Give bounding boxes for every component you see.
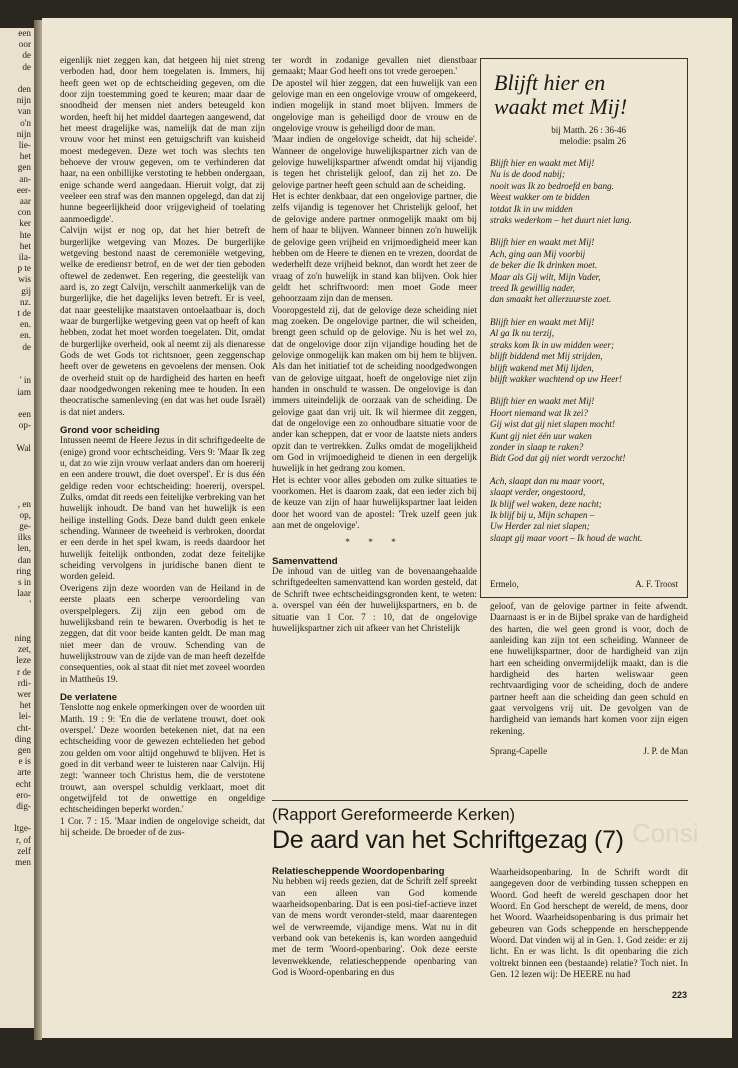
prev-page-fragment: oor — [18, 39, 31, 50]
paragraph: 1 Cor. 7 : 15. 'Maar indien de ongelovige scheidt, dat hij scheide. De broeder of de zus- — [60, 816, 265, 839]
poem-line: Blijft hier en waakt met Mij! — [490, 237, 595, 248]
prev-page-fragment: gij — [21, 285, 31, 296]
prev-page-fragment — [0, 353, 34, 364]
poem-title-line: waakt met Mij! — [494, 94, 628, 119]
poem-melody: melodie: psalm 26 — [559, 136, 626, 146]
poem-line: Maar als Gij wilt, Mijn Vader, — [490, 271, 601, 282]
paragraph: Intussen neemt de Heere Jezus in dit schriftgedeelte de (enige) grond voor echtscheiding. Vers 9: 'Maar Ik zeg u, dat zo wie zijn vrouw verlaat anders dan om hoererij en een andere trouwt, die doet overspel'. Er is dus één geldige reden voor echtscheiding: hoererij, overspel. Zulks, omdat dit reeds een feitelijke verbreking van het huwelijk inhoudt. De band van het huwelijk is een heilige instelling Gods. Deze band duldt geen enkele schending. Wanneer de tweeheid is verbroken, doordat er een derde in het spel kwam, is reeds daardoor het huwelijk feitelijk ontbonden, zodat deze feitelijke scheiding vervolgens in juridische banen dient te worden geleid. — [60, 436, 265, 583]
poem-line: Ik blijf bij u, Mijn schapen – — [490, 509, 595, 520]
poem-title — [494, 71, 678, 119]
prev-page-fragment: arte — [17, 767, 31, 778]
prev-page-fragment: lie- — [18, 140, 31, 151]
prev-page-fragment: een — [18, 408, 31, 419]
poem-stanza — [490, 476, 678, 544]
poem-reference: bij Matth. 26 : 36-46 — [551, 125, 626, 135]
prev-page-fragment: an- — [19, 173, 31, 184]
horizontal-rule — [272, 800, 688, 801]
poem-line: Al ga Ik nu terzij, — [490, 328, 555, 339]
poem-line: slaapt verder, ongestoord, — [490, 487, 586, 498]
prev-page-fragment: het — [19, 240, 31, 251]
section-heading: Samenvattend — [272, 555, 338, 567]
prev-page-fragment: nijn — [16, 95, 31, 106]
prev-page-fragment: ning — [14, 632, 31, 643]
prev-page-fragment: ila- — [18, 252, 31, 263]
prev-page-fragment: en. — [20, 319, 31, 330]
book-gutter — [34, 20, 42, 1040]
article-headline: De aard van het Schriftgezag (7) — [272, 826, 624, 854]
poem-stanza — [490, 396, 678, 464]
bleed-through-text: Consi — [632, 818, 699, 848]
prev-page-fragment: van — [17, 106, 31, 117]
section-separator: * * * — [345, 538, 404, 549]
magazine-page — [42, 18, 732, 1038]
prev-page-fragment: cht- — [16, 722, 31, 733]
prev-page-fragment — [0, 398, 34, 409]
prev-page-fragment: , en — [17, 498, 31, 509]
prev-page-fragment: t de — [17, 308, 31, 319]
prev-page-fragment: laar — [17, 588, 31, 599]
prev-page-fragment: ' in — [19, 375, 31, 386]
prev-page-fragment: eer- — [16, 184, 31, 195]
prev-page-fragment: p te — [17, 263, 31, 274]
prev-page-fragment: de — [22, 50, 31, 61]
paragraph: ter wordt in zodanige gevallen niet dienstbaar gemaakt; Maar God heeft ons tot vrede geroepen.' — [272, 56, 477, 78]
prev-page-fragment — [0, 465, 34, 476]
prev-page-fragment: e is — [18, 756, 31, 767]
column-1 — [60, 56, 265, 839]
section-heading: Grond voor scheiding — [60, 425, 160, 436]
prev-page-fragment: hte — [19, 229, 31, 240]
poem-line: Ach, ging aan Mij voorbij — [490, 248, 586, 259]
poem-line: slaapt gij maar voort – Ik houd de wacht. — [490, 532, 643, 543]
poem-line: Nu is de dood nabij; — [490, 169, 566, 180]
prev-page-fragment: leze — [16, 655, 31, 666]
prev-page-fragment: echt — [15, 778, 31, 789]
prev-page-fragment: den — [17, 84, 31, 95]
poem-stanzas — [490, 158, 678, 544]
prev-page-fragment: op- — [18, 420, 31, 431]
poem-line: Gij wist dat gij niet slapen mocht! — [490, 419, 616, 430]
poem-line: Ach, slaapt dan nu maar voort, — [490, 475, 605, 486]
paragraph: 'Maar indien de ongelovige scheidt, dat hij scheide'. Wanneer de ongelovige huwelijkspartner zich van de gelovige huwelijkspartner afwendt omdat hij vijandig is tegen het christelijk geloof, dan zij het zo. De gelovige partner heeft geen schuld aan de scheiding. — [272, 135, 477, 191]
column-4 — [272, 860, 477, 979]
prev-page-fragment: gen — [17, 745, 31, 755]
poem-box — [480, 58, 688, 598]
article-rubric: (Rapport Gereformeerde Kerken) — [272, 806, 516, 824]
prev-page-fragment — [0, 487, 34, 498]
column-5 — [490, 868, 688, 981]
poem-line: treed Ik gewillig nader, — [490, 283, 575, 294]
prev-page-fragment: s in — [17, 576, 31, 587]
poem-signature — [490, 579, 678, 589]
poem-line: Kunt gij niet één uur waken — [490, 430, 592, 441]
section-heading: De verlatene — [60, 691, 118, 703]
poem-line: de beker die Ik drinken moet. — [490, 260, 598, 271]
poem-title-line: Blijft hier en — [494, 70, 606, 95]
poem-line: Ik blijf wel waken, deze nacht; — [490, 498, 602, 509]
prev-page-fragment: dig- — [16, 801, 31, 812]
article-signature — [490, 746, 688, 757]
poem-author: A. F. Troost — [635, 579, 678, 589]
prev-page-fragment: len, — [17, 543, 31, 554]
paragraph: Calvijn wijst er nog op, dat het hier betreft de burgerlijke wetgeving van Mozes. De burgerlijke wetgeving bestond naast de ceremoniële wetgeving, welke de erediensт betrof, en de wet der tien geboden oftewel de zedenwet. Een regering, die geestelijk van aard is, zo zegt Calvijn, verschilt aanmerkelijk van de burgerlijke, die het dagelijks leven betreft. Er is veel, dat naar geestelijke maatstaven ontoelaatbaar is, doch waar de burgerlijke wetgeving geen vat op heeft of kan hebben, zodat het moet worden toegelaten. Dit, omdat de burgerlijke overheid, ook al neemt zij als dienaresse Gods de wet Gods tot richtsnoer, geen zeggenschap heeft over de gewetens en gevoelens der mensen. Ook de overheid stuit op de hardigheid des harten en heeft daar noodgedwongen rekening mee te houden. In een theocratische samenleving (en dat was het oude Israël) is dat niet anders. — [60, 226, 265, 418]
prev-page-fragment: zet, — [17, 644, 31, 655]
paragraph: Het is echter denkbaar, dat een ongelovige partner, die zelfs vijandig is tegenover het Christelijk geloof, het de gelovige andere partner onmogelijk maakt om bij hem of haar te blijven. Wanneer binnen zo'n huwelijk de gelovige geen vrijheid en vrijmoedigheid meer kan hebben om de Heere te dienen en te vrezen, doordat de wederhelft deze vrijheid beknot, dan wordt het zeer de vraag of zo'n huwelijk in stand kan blijven. Ook hier geldt het schriftwoord: men moet Gode meer gehoorzaam zijn dan de mensen. — [272, 192, 477, 305]
prev-page-fragment: de — [22, 61, 31, 72]
prev-page-fragment — [0, 622, 34, 633]
prev-page-fragment: wis — [18, 274, 31, 285]
paragraph: Nu hebben wij reeds gezien, dat de Schrift zelf spreekt van een alleen van God komende waarheidsopenbaring. Dat is een posi-tief-actieve inzet van de mens wordt veronder-steld, maar daarentegen wel de verwreemde, vijandige mens. Wat nu in dit verband ook van betekenis is, kan worden aangeduid met de term 'Woord-openbaring'. Ook deze eerste levenwekkende, relatiescheppende openbaring van God is Woord-openbaring en dus — [272, 877, 477, 979]
poem-line: blijft wakker wachtend op uw Heer! — [490, 373, 622, 384]
paragraph: Het is echter voor alles geboden om zulke situaties te voorkomen. Het is daarom zaak, dat een ieder zich bij de keuze van zijn of haar huwelijkspartner laat leiden door het woord van de apostel: 'Trek uzelf geen juk aan met de ongelovige'. — [272, 475, 477, 532]
prev-page-fragment: o'n — [20, 117, 31, 128]
poem-line: dan smaakt het allerzuurste zoet. — [490, 294, 612, 305]
prev-page-fragment: lei- — [18, 711, 31, 722]
prev-page-fragment: ilks — [17, 532, 31, 543]
poem-line: Weest wakker om te bidden — [490, 192, 590, 203]
prev-page-fragment: nz. — [20, 296, 31, 307]
prev-page-fragment: ' — [29, 599, 31, 610]
prev-page-fragment: aar — [19, 196, 31, 207]
prev-page-fragment: ero- — [16, 789, 31, 800]
prev-page-fragment: ltge- — [14, 823, 31, 834]
prev-page-fragment: con — [17, 207, 31, 218]
poem-line: blijft wakend met Mij lijden, — [490, 362, 594, 373]
prev-page-fragment: wer — [17, 688, 31, 699]
prev-page-fragment — [0, 364, 34, 375]
paragraph: Tenslotte nog enkele opmerkingen over de woorden uit Matth. 19 : 9: 'En die de verlatene trouwt, doet ook overspel.' Deze woorden betekenen niet, dat na een echtscheiding voor de gewezen echtelieden het gebod zou gelden om voor altijd ongehuwd te blijven. Het is goed in dit verband weer te luisteren naar Calvijn. Hij zegt: 'wanneer toch Christus hem, die de verstotene trouwt, aan overspel schuldig verklaart, moet dit ongetwijfeld tot de onwettige en ongeldige echtscheidingen beperkt worden.' — [60, 703, 265, 816]
paragraph: Waarheidsopenbaring. In de Schrift wordt dit aangegeven door de verbinding tussen scheppen en Woord. God heeft de wereld geschapen door het Woord. En God herschept de wereld, de mens, door het Woord. Waarheidsopenbaring is dus primair het gebeuren van Gods scheppende en herscheppende Woord. Dat vinden wij al in Gen. 1. God zeide: er zij licht. En er was licht. Is dit openbaring die zich voltrekt binnen een (bestaande) relatie? Toch niet. In Gen. 12 lezen wij: De HEERE nu had — [490, 868, 688, 981]
prev-page-fragment — [0, 476, 34, 487]
prev-page-fragment: r, of — [16, 834, 31, 845]
prev-page-fragment: op, — [19, 509, 31, 520]
signature-author: J. P. de Man — [643, 746, 688, 757]
prev-page-fragment: iam — [17, 386, 31, 397]
paragraph: geloof, van de gelovige partner in feite afwendt. Daarnaast is er in de Bijbel sprake van de hardigheid des harten, die wel geen grond is voor, doch de aanleiding kan zijn tot een scheiding. Wanneer de ene huwelijkspartner, door de hardigheid van zijn hart een scheiding onvermijdelijk maakt, dan is die hardigheid des harten weliswaar geen rechtvaardiging voor de scheiding, doch de andere partner heeft aan die scheiding dan geen schuld en gaat vervolgens vrij uit. De gevolgen van de hardigheid van iemands hart komen voor zijn eigen rekening. — [490, 602, 688, 737]
poem-line: straks wederkom – het duurt niet lang. — [490, 215, 632, 226]
prev-page-fragment: het — [19, 700, 31, 711]
poem-line: Uw Herder zal niet slapen; — [490, 521, 590, 532]
poem-stanza — [490, 237, 678, 305]
prev-page-fragment: zelf — [17, 845, 31, 856]
prev-page-fragment: ding — [14, 733, 31, 744]
prev-page-fragment: het — [19, 151, 31, 162]
prev-page-fragment — [0, 812, 34, 823]
section-heading: Relatiescheppende Woordopenbaring — [272, 866, 445, 877]
poem-line: blijft biddend met Mij strijden, — [490, 351, 603, 362]
prev-page-fragment — [0, 454, 34, 465]
prev-page-fragment — [0, 611, 34, 622]
prev-page-fragment: de — [22, 341, 31, 352]
poem-line: straks kom Ik in uw midden weer; — [490, 339, 615, 350]
poem-stanza — [490, 317, 678, 385]
poem-stanza — [490, 158, 678, 226]
paragraph: De inhoud van de uitleg van de bovenaangehaalde schriftgedeelten samenvattend kan worden gesteld, dat de Schrift twee echtscheidingsgronden kent, te weten: a. overspel van één der huwelijkspartners, en b. de situatie van 1 Cor. 7 : 10, dat de ongelovige huwelijkspartner zich uit afkeer van het Christelijk — [272, 567, 477, 634]
page-number: 223 — [672, 990, 688, 1000]
prev-page-fragment: ge- — [19, 520, 31, 531]
paragraph: eigenlijk niet zeggen kan, dat hetgeen hij niet streng verboden had, door hem toegelaten is. Immers, hij heeft geen wet op de echtscheiding gegeven, om die door zijn toestemming goed te keuren; maar daar de snoodheid der mensen niet anders beteugeld kon worden, heeft hij het middel daartegen aangewend, dat het meest dragelijke was, namelijk dat de man zijn vrouw voor het minst een getuigschrift van kuisheid moest medegeven. Deze wet toch was slechts ten behoeve der vrouw gegeven, om te verhinderen dat haar, na een onbillijke verstoting te hebben ondergaan, enige schande werd aangedaan. Hieruit volgt, dat zij veeleer een straf was den mannen opgelegd, dan dat zij hunne begeerlijkheid door vrijgevigheid of toelating aanmoedigde'. — [60, 56, 265, 225]
prev-page-fragment: ring — [16, 565, 31, 576]
prev-page-fragment: een — [18, 28, 31, 38]
prev-page-fragment — [0, 73, 34, 84]
column-2 — [272, 56, 477, 635]
signature-place: Sprang-Capelle — [490, 746, 548, 757]
poem-line: Blijft hier en waakt met Mij! — [490, 158, 595, 168]
previous-page-edge — [0, 28, 34, 1028]
prev-page-fragment: Wal — [16, 442, 31, 453]
paragraph: De apostel wil hier zeggen, dat een huwelijk van een gelovige man en een ongelovige vrouw of omgekeerd, indien mogelijk in stand moet blijven. Immers de ongelovige man is geheiligd door de vrouw en de ongelovige vrouw is geheiligd door de man. — [272, 78, 477, 135]
prev-page-fragment: dan — [17, 554, 31, 565]
poem-line: Hoort niemand wat Ik zei? — [490, 407, 588, 418]
prev-page-fragment: rdi- — [17, 677, 31, 688]
prev-page-fragment — [0, 431, 34, 442]
prev-page-fragment: ker — [19, 218, 31, 229]
column-3 — [490, 602, 688, 757]
prev-page-fragment: gen — [17, 162, 31, 173]
poem-line: totdat Ik in uw midden — [490, 203, 573, 214]
prev-page-fragment: en. — [20, 330, 31, 341]
poem-line: Bidt God dat gij niet wordt verzocht! — [490, 453, 626, 464]
prev-page-fragment: r de — [16, 666, 31, 677]
prev-page-fragment: men — [15, 857, 31, 868]
paragraph: Overigens zijn deze woorden van de Heiland in de eerste plaats een scherpe veroordeling van overspelplegers. Zij zijn een gebod om de huwelijksband rein te bewaren. Overbodig is het te zeggen, dat dit voor beide kanten geldt. De man mag niet meer dan de vrouw. Schending van de huwelijkstrouw van de zijde van de man heeft dezelfde consequenties, ook al staat dit niet met zoveel woorden in Mattheüs 19. — [60, 583, 265, 685]
poem-line: Blijft hier en waakt met Mij! — [490, 316, 595, 327]
prev-page-fragment: nijn — [16, 128, 31, 139]
poem-place: Ermelo, — [490, 579, 519, 589]
poem-line: nooit was Ik zo bedroefd en bang. — [490, 180, 614, 191]
paragraph: Vooropgesteld zij, dat de gelovige deze scheiding niet mag zoeken. De ongelovige partner, die wil scheiden, brengt geen schuld op de gelovige. Nu is het wel zo, dat de ongelovige door zijn vijandige houding het de gelovige onmogelijk kan maken om bij hem te blijven. Als dan het initiatief tot de scheiding noodgedwongen van de gelovige uitgaat, hoeft de ongelovige niet zijn handen in onschuld te wassen. De ongelovige is dan immers uiteindelijk de oorzaak van de scheiding. De gelovige gaat dan vrij uit. Ik wil hiermee dit zeggen, dat de ongelovige een zo onhoudbare situatie voor de ander kan scheppen, dat er voor de laatste niets anders opzit dan te vertrekken. Zulks omdat de mogelijkheid om God in vrijmoedigheid te dienen in een dergelijk huwelijk in het gedrang zou komen. — [272, 305, 477, 475]
poem-line: Blijft hier en waakt met Mij! — [490, 396, 595, 407]
poem-line: zonder in slaap te raken? — [490, 441, 584, 452]
